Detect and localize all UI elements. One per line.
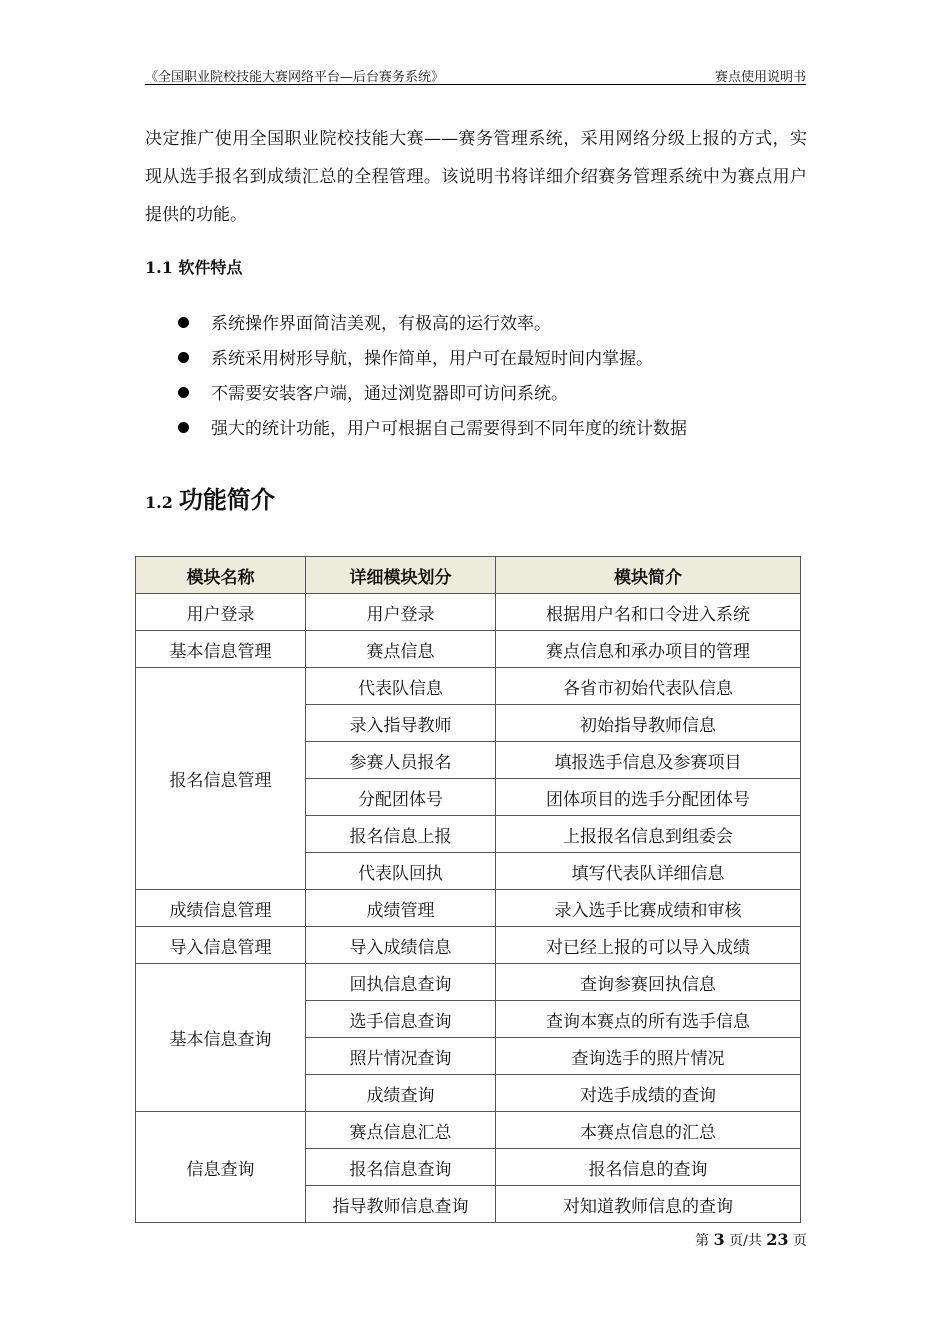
- table-row: [136, 890, 801, 927]
- sub-module-cell: 照片情况查询: [306, 1038, 496, 1075]
- sub-module-cell: 成绩查询: [306, 1075, 496, 1112]
- description-cell: 本赛点信息的汇总: [496, 1112, 801, 1149]
- table-row: [136, 668, 801, 705]
- table-row: [136, 594, 801, 631]
- description-cell: 填报选手信息及参赛项目: [496, 742, 801, 779]
- footer-total-pages: 23: [766, 1230, 789, 1249]
- page-header: [145, 62, 806, 85]
- module-name-cell: 基本信息管理: [136, 631, 306, 668]
- description-cell: 根据用户名和口令进入系统: [496, 594, 801, 631]
- sub-module-cell: 报名信息上报: [306, 816, 496, 853]
- feature-text: 系统采用树形导航，操作简单，用户可在最短时间内掌握。: [211, 349, 653, 369]
- description-cell: 对已经上报的可以导入成绩: [496, 927, 801, 964]
- description-cell: 查询参赛回执信息: [496, 964, 801, 1001]
- sub-module-cell: 回执信息查询: [306, 964, 496, 1001]
- sub-module-cell: 代表队信息: [306, 668, 496, 705]
- column-header-description: 模块简介: [496, 557, 801, 594]
- feature-text: 不需要安装客户端，通过浏览器即可访问系统。: [211, 384, 568, 404]
- section-number: 1.2: [145, 493, 173, 512]
- intro-paragraph: 决定推广使用全国职业院校技能大赛——赛务管理系统，采用网络分级上报的方式，实现从选手报名到成绩汇总的全程管理。该说明书将详细介绍赛务管理系统中为赛点用户提供的功能。: [145, 129, 807, 225]
- sub-module-cell: 导入成绩信息: [306, 927, 496, 964]
- table-row: [136, 927, 801, 964]
- section-heading-software-features: 1.1 软件特点: [145, 258, 243, 277]
- sub-module-cell: 报名信息查询: [306, 1149, 496, 1186]
- feature-list: [178, 307, 687, 447]
- module-name-cell: 信息查询: [136, 1112, 306, 1223]
- bullet-dot-icon: [178, 387, 189, 398]
- footer-middle: 页/共: [729, 1233, 762, 1249]
- sub-module-cell: 赛点信息汇总: [306, 1112, 496, 1149]
- module-table: [135, 556, 801, 1223]
- module-name-cell: 用户登录: [136, 594, 306, 631]
- feature-text: 强大的统计功能，用户可根据自己需要得到不同年度的统计数据: [211, 419, 687, 439]
- footer-page-number: 3: [713, 1230, 725, 1249]
- module-name-cell: 报名信息管理: [136, 668, 306, 890]
- description-cell: 上报报名信息到组委会: [496, 816, 801, 853]
- module-name-cell: 基本信息查询: [136, 964, 306, 1112]
- sub-module-cell: 代表队回执: [306, 853, 496, 890]
- description-cell: 填写代表队详细信息: [496, 853, 801, 890]
- list-item: [178, 342, 687, 377]
- sub-module-cell: 参赛人员报名: [306, 742, 496, 779]
- section-heading-function-overview: [145, 480, 275, 515]
- list-item: [178, 307, 687, 342]
- sub-module-cell: 指导教师信息查询: [306, 1186, 496, 1223]
- sub-module-cell: 用户登录: [306, 594, 496, 631]
- description-cell: 赛点信息和承办项目的管理: [496, 631, 801, 668]
- description-cell: 报名信息的查询: [496, 1149, 801, 1186]
- sub-module-cell: 录入指导教师: [306, 705, 496, 742]
- table-row: [136, 1112, 801, 1149]
- header-manual-name: 赛点使用说明书: [714, 70, 806, 85]
- list-item: [178, 412, 687, 447]
- sub-module-cell: 选手信息查询: [306, 1001, 496, 1038]
- sub-module-cell: 成绩管理: [306, 890, 496, 927]
- module-name-cell: 成绩信息管理: [136, 890, 306, 927]
- bullet-dot-icon: [178, 422, 189, 433]
- column-header-module-name: 模块名称: [136, 557, 306, 594]
- column-header-sub-module: 详细模块划分: [306, 557, 496, 594]
- description-cell: 初始指导教师信息: [496, 705, 801, 742]
- module-name-cell: 导入信息管理: [136, 927, 306, 964]
- footer-suffix: 页: [793, 1233, 807, 1249]
- bullet-dot-icon: [178, 352, 189, 363]
- feature-text: 系统操作界面简洁美观，有极高的运行效率。: [211, 314, 551, 334]
- list-item: [178, 377, 687, 412]
- section-title: 功能简介: [178, 485, 275, 514]
- table-row: [136, 631, 801, 668]
- table-row: [136, 964, 801, 1001]
- description-cell: 团体项目的选手分配团体号: [496, 779, 801, 816]
- description-cell: 各省市初始代表队信息: [496, 668, 801, 705]
- table-header-row: [136, 557, 801, 594]
- description-cell: 对选手成绩的查询: [496, 1075, 801, 1112]
- description-cell: 查询选手的照片情况: [496, 1038, 801, 1075]
- bullet-dot-icon: [178, 317, 189, 328]
- page-footer: [695, 1230, 807, 1250]
- sub-module-cell: 赛点信息: [306, 631, 496, 668]
- header-document-title: 《全国职业院校技能大赛网络平台—后台赛务系统》: [145, 70, 445, 85]
- description-cell: 查询本赛点的所有选手信息: [496, 1001, 801, 1038]
- footer-prefix: 第: [695, 1233, 710, 1249]
- sub-module-cell: 分配团体号: [306, 779, 496, 816]
- description-cell: 录入选手比赛成绩和审核: [496, 890, 801, 927]
- description-cell: 对知道教师信息的查询: [496, 1186, 801, 1223]
